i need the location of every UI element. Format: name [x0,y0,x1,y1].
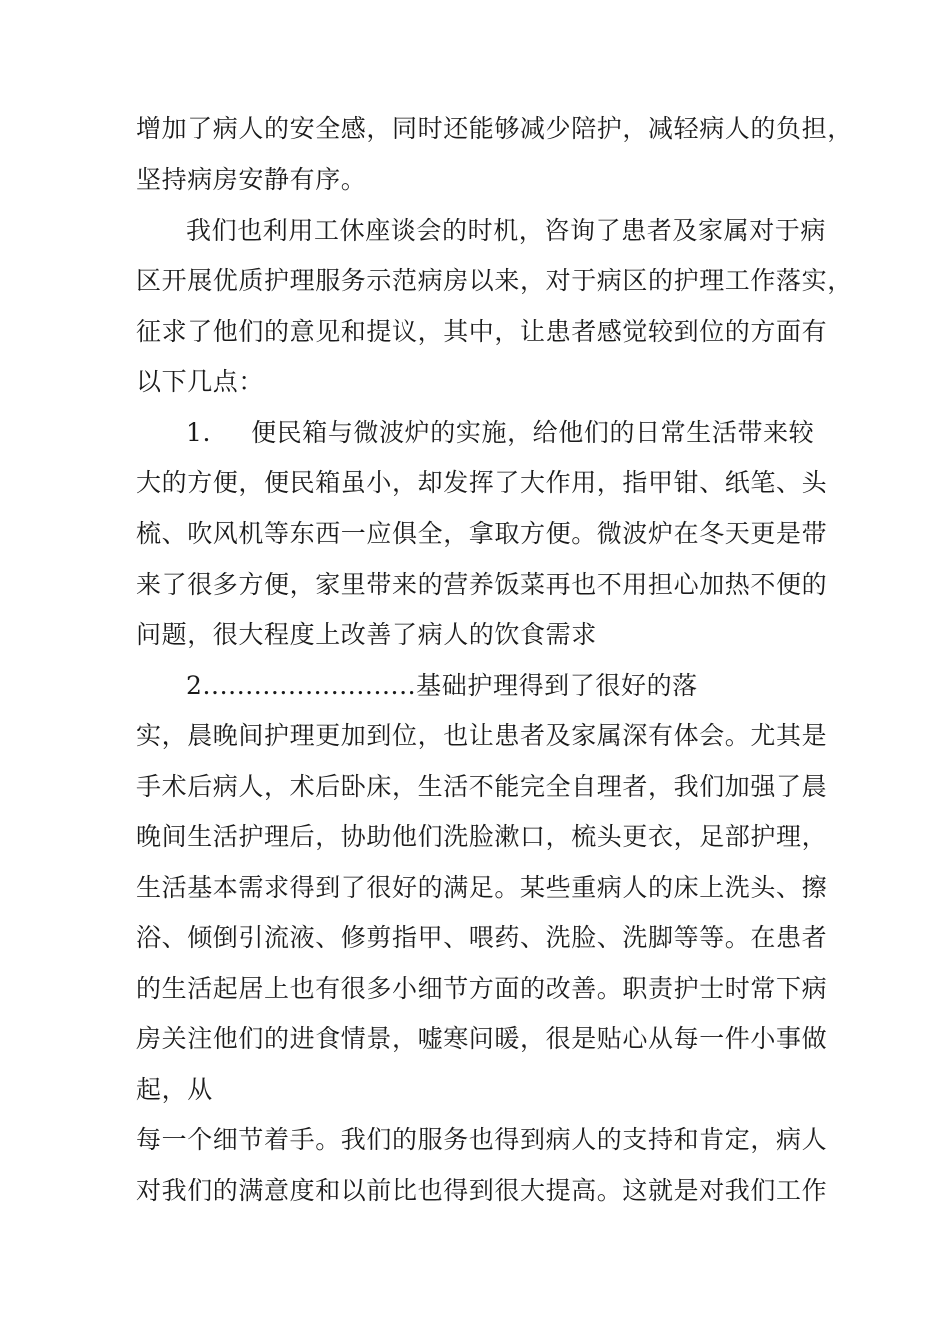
text-line: 每一个细节着手。我们的服务也得到病人的支持和肯定，病人 [136,1125,828,1154]
text-line: 浴、倾倒引流液、修剪指甲、喂药、洗脸、洗脚等等。在患者 [136,923,828,952]
list-item-1-text: 便民箱与微波炉的实施，给他们的日常生活带来较 [251,418,815,447]
list-item-2-line: 2.........................基础护理得到了很好的落 [186,671,698,700]
text-line: 以下几点： [136,367,265,396]
text-line: 的生活起居上也有很多小细节方面的改善。职责护士时常下病 [136,974,828,1003]
list-number-1: 1. [186,418,212,447]
text-line: 问题，很大程度上改善了病人的饮食需求 [136,620,597,649]
text-line: 增加了病人的安全感，同时还能够减少陪护，减轻病人的负担， [136,114,853,143]
text-line: 实，晨晚间护理更加到位，也让患者及家属深有体会。尤其是 [136,721,828,750]
paragraph-start: 我们也利用工休座谈会的时机，咨询了患者及家属对于病 [186,216,827,245]
text-line: 生活基本需求得到了很好的满足。某些重病人的床上洗头、擦 [136,873,828,902]
text-line: 晚间生活护理后，协助他们洗脸漱口，梳头更衣，足部护理， [136,822,828,851]
text-line: 梳、吹风机等东西一应俱全，拿取方便。微波炉在冬天更是带 [136,519,828,548]
text-line: 手术后病人，术后卧床，生活不能完全自理者，我们加强了晨 [136,772,828,801]
list-item-1-line [186,418,814,448]
text-line: 房关注他们的进食情景，嘘寒问暖，很是贴心从每一件小事做 [136,1024,828,1053]
text-line: 对我们的满意度和以前比也得到很大提高。这就是对我们工作 [136,1176,828,1205]
text-line: 区开展优质护理服务示范病房以来，对于病区的护理工作落实， [136,266,853,295]
text-line: 征求了他们的意见和提议，其中，让患者感觉较到位的方面有 [136,317,828,346]
text-line: 起，从 [136,1075,213,1104]
text-line: 坚持病房安静有序。 [136,165,367,194]
text-line: 来了很多方便，家里带来的营养饭菜再也不用担心加热不便的 [136,570,828,599]
text-line: 大的方便，便民箱虽小，却发挥了大作用，指甲钳、纸笔、头 [136,468,828,497]
